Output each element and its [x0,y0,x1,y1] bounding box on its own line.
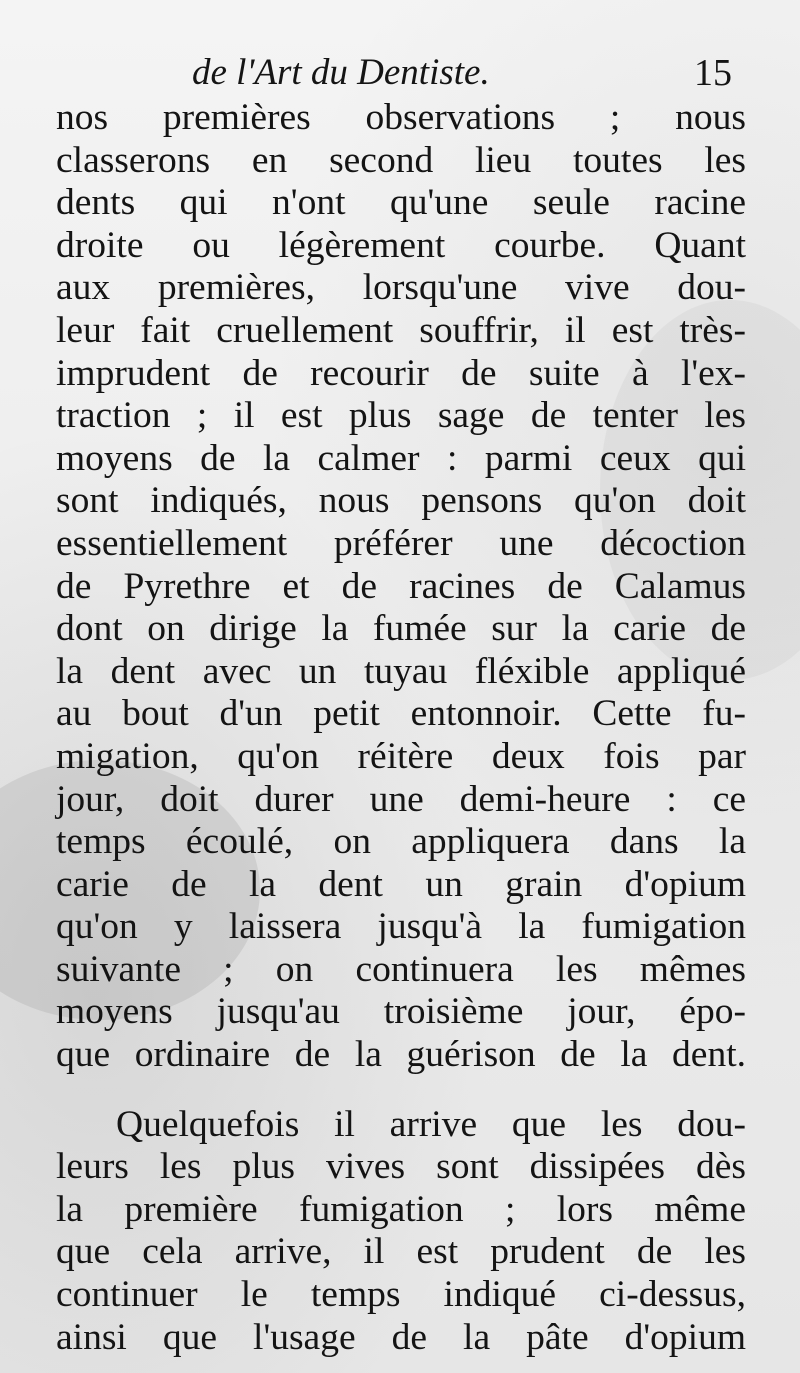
text-line: de Pyrethre et de racines de Calamus [56,565,746,607]
page-number: 15 [694,52,732,94]
text-line: sont indiqués, nous pensons qu'on doit [56,480,746,522]
text-line: moyens jusqu'au troisième jour, épo- [56,991,746,1033]
text-line: traction ; il est plus sage de tenter les [56,395,746,437]
page-body [56,97,746,1359]
text-line: temps écoulé, on appliquera dans la [56,821,746,863]
text-line: carie de la dent un grain d'opium [56,863,746,905]
text-line: Quelquefois il arrive que les dou- [116,1103,746,1145]
text-line: migation, qu'on réitère deux fois par [56,735,746,777]
paragraph [56,97,746,1077]
text-line: leurs les plus vives sont dissipées dès [56,1146,746,1188]
text-line: que cela arrive, il est prudent de les [56,1231,746,1273]
text-line: droite ou légèrement courbe. Quant [56,224,746,266]
text-line: que ordinaire de la guérison de la dent. [56,1034,746,1076]
text-line: continuer le temps indiqué ci-dessus, [56,1274,746,1316]
text-line: essentiellement préférer une décoction [56,522,746,564]
text-line: qu'on y laissera jusqu'à la fumigation [56,906,746,948]
text-line: moyens de la calmer : parmi ceux qui [56,437,746,479]
text-line: aux premières, lorsqu'une vive dou- [56,267,746,309]
text-line: la dent avec un tuyau fléxible appliqué [56,650,746,692]
text-line: imprudent de recourir de suite à l'ex- [56,352,746,394]
text-line: jour, doit durer une demi-heure : ce [56,778,746,820]
text-line: au bout d'un petit entonnoir. Cette fu- [56,693,746,735]
text-line: nos premières observations ; nous [56,97,746,138]
running-title: de l'Art du Dentiste. [192,52,490,93]
text-line: dents qui n'ont qu'une seule racine [56,182,746,224]
text-line: la première fumigation ; lors même [56,1188,746,1230]
text-line: classerons en second lieu toutes les [56,139,746,181]
text-line: dont on dirige la fumée sur la carie de [56,608,746,650]
text-line: ainsi que l'usage de la pâte d'opium [56,1316,746,1358]
paragraph [56,1104,746,1360]
page-header [192,48,732,98]
text-line: suivante ; on continuera les mêmes [56,948,746,990]
text-line: leur fait cruellement souffrir, il est très- [56,309,746,351]
